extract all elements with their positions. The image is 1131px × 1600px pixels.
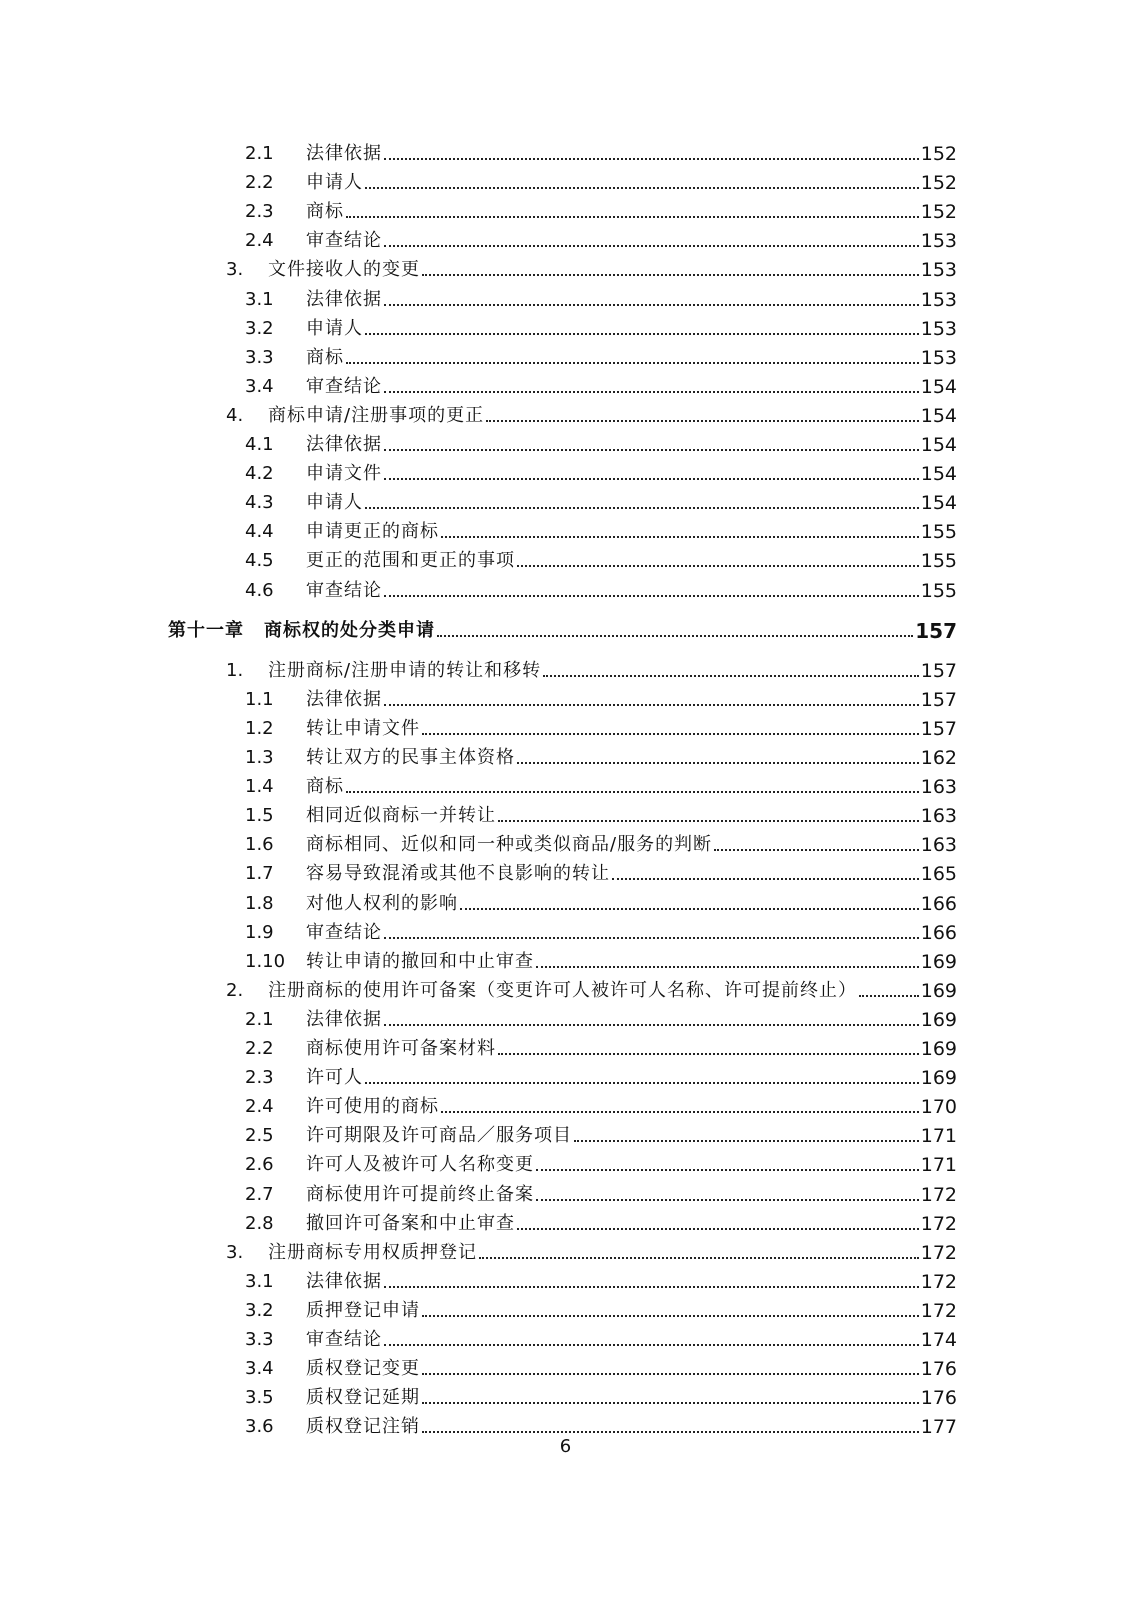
toc-entry-page: 154 (920, 463, 957, 486)
toc-subsection-entry[interactable] (245, 1088, 957, 1118)
toc-subsection-entry[interactable] (245, 135, 957, 165)
toc-subsection-entry[interactable] (245, 368, 957, 398)
toc-entry-title: 许可人 (306, 1067, 363, 1089)
toc-entry-page: 154 (920, 404, 957, 427)
toc-entry-number: 1.2 (245, 717, 274, 739)
toc-subsection-entry[interactable] (245, 826, 957, 856)
toc-entry-title: 法律依据 (306, 1270, 382, 1292)
toc-leader-dots (384, 1343, 919, 1346)
toc-entry-page: 172 (920, 1183, 957, 1206)
toc-entry-number: 3.4 (245, 1358, 274, 1380)
toc-entry-title: 质权登记延期 (306, 1387, 420, 1409)
toc-entry-number: 3.1 (245, 1270, 274, 1292)
toc-subsection-entry[interactable] (245, 1350, 957, 1380)
toc-subsection-entry[interactable] (245, 1205, 957, 1235)
toc-entry-title: 转让申请文件 (306, 717, 420, 739)
toc-entry-title: 申请人 (306, 172, 363, 194)
toc-entry-title: 许可使用的商标 (306, 1096, 439, 1118)
toc-leader-dots (536, 1198, 919, 1201)
toc-subsection-entry[interactable] (245, 310, 957, 340)
toc-entry-number: 3.6 (245, 1416, 274, 1438)
toc-entry-page: 153 (920, 317, 957, 340)
toc-entry-number: 4.5 (245, 550, 274, 572)
toc-subsection-entry[interactable] (245, 426, 957, 456)
toc-entry-page: 157 (920, 688, 957, 711)
toc-subsection-entry[interactable] (245, 1146, 957, 1176)
toc-entry-number: 1.8 (245, 892, 274, 914)
toc-entry-number: 3.2 (245, 317, 274, 339)
toc-entry-title: 审查结论 (306, 230, 382, 252)
toc-entry-number: 4.3 (245, 492, 274, 514)
toc-subsection-entry[interactable] (245, 1117, 957, 1147)
toc-entry-title: 商标 (306, 776, 344, 798)
toc-entry-title: 质押登记申请 (306, 1299, 420, 1321)
toc-entry-number: 3.3 (245, 1329, 274, 1350)
toc-entry-title: 质权登记变更 (306, 1358, 420, 1380)
toc-entry-number: 2.3 (245, 1067, 274, 1089)
toc-entry-page: 172 (920, 1212, 957, 1235)
toc-entry-number: 3.5 (245, 1387, 274, 1409)
toc-subsection-entry[interactable] (245, 222, 957, 252)
toc-entry-title: 审查结论 (306, 579, 382, 601)
toc-leader-dots (384, 1023, 919, 1026)
toc-leader-dots (365, 186, 919, 189)
toc-entry-page: 155 (920, 550, 957, 573)
toc-leader-dots (486, 419, 919, 422)
toc-entry-number: 3. (226, 259, 244, 281)
toc-leader-dots (384, 703, 919, 706)
toc-leader-dots (460, 907, 919, 910)
toc-entry-title: 法律依据 (306, 1008, 382, 1030)
toc-subsection-entry[interactable] (245, 484, 957, 514)
toc-subsection-entry[interactable] (245, 885, 957, 915)
toc-entry-number: 1.7 (245, 863, 274, 885)
toc-entry-page: 154 (920, 375, 957, 398)
toc-subsection-entry[interactable] (245, 1176, 957, 1206)
toc-section-entry[interactable] (226, 972, 957, 1002)
toc-subsection-entry[interactable] (245, 1059, 957, 1089)
toc-entry-title: 法律依据 (306, 288, 382, 310)
toc-entry-number: 2.4 (245, 1096, 274, 1118)
toc-entry-title: 质权登记注销 (306, 1416, 420, 1438)
toc-entry-page: 157 (915, 618, 957, 643)
toc-leader-dots (384, 594, 919, 597)
toc-entry-title: 注册商标的使用许可备案（变更许可人被许可人名称、许可提前终止） (268, 979, 857, 1001)
toc-leader-dots (536, 965, 919, 968)
toc-entry-number: 3.4 (245, 375, 274, 397)
toc-entry-page: 153 (920, 230, 957, 253)
toc-entry-number: 2.2 (245, 172, 274, 194)
toc-leader-dots (441, 535, 919, 538)
toc-entry-number: 1.4 (245, 776, 274, 798)
toc-entry-number: 1. (226, 659, 244, 681)
toc-entry-number: 2.1 (245, 143, 274, 164)
toc-entry-page: 169 (920, 1038, 957, 1060)
toc-entry-page: 165 (920, 863, 957, 886)
toc-leader-dots (612, 877, 919, 880)
toc-entry-number: 2.7 (245, 1183, 274, 1205)
toc-entry-number: 3.1 (245, 288, 274, 310)
toc-entry-page: 169 (920, 1008, 957, 1031)
toc-entry-number: 4.4 (245, 521, 274, 543)
toc-subsection-entry[interactable] (245, 681, 957, 711)
toc-entry-page: 176 (920, 1387, 957, 1410)
toc-leader-dots (422, 1314, 919, 1317)
toc-entry-page: 155 (920, 521, 957, 544)
toc-entry-title: 审查结论 (306, 1329, 382, 1350)
toc-chapter-entry[interactable] (168, 612, 957, 642)
toc-subsection-entry[interactable] (245, 797, 957, 827)
toc-entry-title: 容易导致混淆或其他不良影响的转让 (306, 863, 610, 885)
toc-subsection-entry[interactable] (245, 943, 957, 973)
toc-entry-title: 法律依据 (306, 434, 382, 455)
toc-subsection-entry[interactable] (245, 542, 957, 572)
toc-section-entry[interactable] (226, 652, 957, 682)
toc-subsection-entry[interactable] (245, 914, 957, 944)
toc-entry-title: 商标相同、近似和同一种或类似商品/服务的判断 (306, 834, 713, 856)
toc-subsection-entry[interactable] (245, 1263, 957, 1293)
toc-leader-dots (384, 157, 919, 160)
toc-entry-number: 2.2 (245, 1038, 274, 1059)
toc-entry-page: 166 (920, 892, 957, 915)
toc-entry-title: 商标使用许可提前终止备案 (306, 1183, 534, 1205)
toc-entry-number: 2. (226, 979, 244, 1001)
toc-leader-dots (365, 1081, 919, 1084)
toc-entry-page: 163 (920, 805, 957, 828)
toc-leader-dots (714, 848, 919, 851)
toc-section-entry[interactable] (226, 251, 957, 281)
toc-leader-dots (859, 994, 919, 997)
toc-entry-number: 2.4 (245, 230, 274, 252)
toc-leader-dots (536, 1168, 919, 1171)
toc-section-entry[interactable] (226, 1234, 957, 1264)
toc-entry-title: 申请人 (306, 317, 363, 339)
toc-leader-dots (517, 564, 919, 567)
toc-entry-title: 转让申请的撤回和中止审查 (306, 950, 534, 972)
toc-entry-number: 4.6 (245, 579, 274, 601)
toc-entry-number: 1.3 (245, 747, 274, 768)
toc-leader-dots (517, 761, 919, 764)
toc-entry-page: 152 (920, 172, 957, 195)
toc-subsection-entry[interactable] (245, 339, 957, 369)
toc-entry-number: 1.10 (245, 950, 286, 972)
toc-leader-dots (422, 1401, 919, 1404)
toc-leader-dots (384, 1285, 919, 1288)
toc-leader-dots (437, 634, 913, 637)
toc-entry-title: 申请文件 (306, 463, 382, 485)
toc-entry-page: 174 (920, 1329, 957, 1351)
toc-leader-dots (479, 1256, 919, 1259)
toc-leader-dots (365, 332, 919, 335)
toc-leader-dots (498, 1052, 919, 1055)
toc-leader-dots (543, 674, 919, 677)
toc-entry-page: 177 (920, 1416, 957, 1439)
toc-entry-number: 3.2 (245, 1299, 274, 1321)
toc-subsection-entry[interactable] (245, 1292, 957, 1322)
toc-entry-title: 相同近似商标一并转让 (306, 805, 496, 827)
toc-leader-dots (517, 1227, 919, 1230)
toc-entry-title: 转让双方的民事主体资格 (306, 747, 515, 768)
toc-entry-page: 154 (920, 434, 957, 456)
toc-entry-page: 153 (920, 288, 957, 311)
toc-entry-page: 169 (920, 950, 957, 973)
toc-leader-dots (384, 477, 919, 480)
toc-subsection-entry[interactable] (245, 164, 957, 194)
toc-entry-title: 法律依据 (306, 688, 382, 710)
toc-leader-dots (384, 390, 919, 393)
toc-subsection-entry[interactable] (245, 855, 957, 885)
toc-entry-number: 1.5 (245, 805, 274, 827)
toc-entry-number: 4. (226, 404, 244, 426)
toc-entry-page: 169 (920, 979, 957, 1002)
toc-entry-page: 172 (920, 1270, 957, 1293)
toc-entry-number: 2.5 (245, 1125, 274, 1147)
toc-leader-dots (441, 1110, 919, 1113)
toc-subsection-entry[interactable] (245, 1030, 957, 1060)
toc-subsection-entry[interactable] (245, 193, 957, 223)
toc-subsection-entry[interactable] (245, 1408, 957, 1438)
toc-leader-dots (422, 1430, 919, 1433)
toc-leader-dots (346, 361, 919, 364)
toc-subsection-entry[interactable] (245, 513, 957, 543)
toc-entry-number: 2.6 (245, 1154, 274, 1176)
toc-entry-page: 152 (920, 143, 957, 165)
toc-subsection-entry[interactable] (245, 1321, 957, 1351)
toc-entry-title: 注册商标/注册申请的转让和移转 (268, 659, 542, 681)
toc-entry-page: 152 (920, 201, 957, 224)
toc-entry-number: 1.9 (245, 921, 274, 943)
toc-leader-dots (384, 244, 919, 247)
toc-entry-number: 2.8 (245, 1212, 274, 1234)
toc-entry-page: 169 (920, 1067, 957, 1090)
toc-entry-number: 2.1 (245, 1008, 274, 1030)
toc-entry-title: 商标权的处分类申请 (264, 619, 435, 641)
toc-entry-page: 171 (920, 1125, 957, 1148)
page-number: 6 (559, 1436, 572, 1457)
toc-entry-title: 申请更正的商标 (306, 521, 439, 543)
toc-entry-page: 163 (920, 834, 957, 857)
toc-leader-dots (422, 273, 919, 276)
toc-entry-page: 153 (920, 259, 957, 282)
toc-entry-number: 2.3 (245, 201, 274, 223)
toc-subsection-entry[interactable] (245, 572, 957, 602)
toc-entry-page: 163 (920, 776, 957, 799)
toc-leader-dots (346, 215, 919, 218)
toc-leader-dots (384, 448, 919, 451)
toc-leader-dots (422, 1372, 919, 1375)
toc-entry-title: 审查结论 (306, 375, 382, 397)
toc-subsection-entry[interactable] (245, 768, 957, 798)
toc-leader-dots (346, 790, 919, 793)
toc-subsection-entry[interactable] (245, 739, 957, 769)
toc-leader-dots (498, 819, 919, 822)
toc-entry-number: 4.2 (245, 463, 274, 485)
toc-entry-title: 撤回许可备案和中止审查 (306, 1212, 515, 1234)
toc-entry-title: 商标使用许可备案材料 (306, 1038, 496, 1059)
toc-entry-title: 文件接收人的变更 (268, 259, 420, 281)
toc-entry-title: 更正的范围和更正的事项 (306, 550, 515, 572)
toc-leader-dots (384, 303, 919, 306)
toc-entry-number: 1.1 (245, 688, 274, 710)
toc-subsection-entry[interactable] (245, 281, 957, 311)
toc-entry-page: 157 (920, 717, 957, 740)
toc-entry-title: 申请人 (306, 492, 363, 514)
toc-entry-title: 商标 (306, 346, 344, 368)
toc-subsection-entry[interactable] (245, 455, 957, 485)
toc-entry-number: 4.1 (245, 434, 274, 455)
toc-leader-dots (365, 506, 919, 509)
toc-entry-page: 157 (920, 659, 957, 682)
toc-entry-title: 对他人权利的影响 (306, 892, 458, 914)
toc-entry-title: 许可人及被许可人名称变更 (306, 1154, 534, 1176)
toc-entry-page: 170 (920, 1096, 957, 1119)
toc-entry-title: 审查结论 (306, 921, 382, 943)
toc-subsection-entry[interactable] (245, 1379, 957, 1409)
toc-entry-page: 166 (920, 921, 957, 944)
toc-entry-number: 1.6 (245, 834, 274, 856)
toc-entry-title: 商标申请/注册事项的更正 (268, 404, 485, 426)
toc-entry-page: 171 (920, 1154, 957, 1177)
toc-subsection-entry[interactable] (245, 1001, 957, 1031)
toc-entry-title: 法律依据 (306, 143, 382, 164)
toc-entry-page: 172 (920, 1241, 957, 1264)
toc-entry-title: 许可期限及许可商品／服务项目 (306, 1125, 572, 1147)
toc-entry-page: 162 (920, 747, 957, 769)
toc-entry-number: 第十一章 (168, 619, 244, 641)
toc-leader-dots (574, 1139, 919, 1142)
toc-section-entry[interactable] (226, 397, 957, 427)
toc-entry-title: 注册商标专用权质押登记 (268, 1241, 477, 1263)
toc-entry-page: 172 (920, 1299, 957, 1322)
toc-entry-page: 154 (920, 492, 957, 515)
toc-leader-dots (422, 732, 919, 735)
toc-entry-page: 176 (920, 1358, 957, 1381)
toc-entry-number: 3. (226, 1241, 244, 1263)
toc-entry-page: 153 (920, 346, 957, 369)
toc-entry-page: 155 (920, 579, 957, 602)
toc-leader-dots (384, 936, 919, 939)
toc-subsection-entry[interactable] (245, 710, 957, 740)
toc-entry-title: 商标 (306, 201, 344, 223)
toc-entry-number: 3.3 (245, 346, 274, 368)
